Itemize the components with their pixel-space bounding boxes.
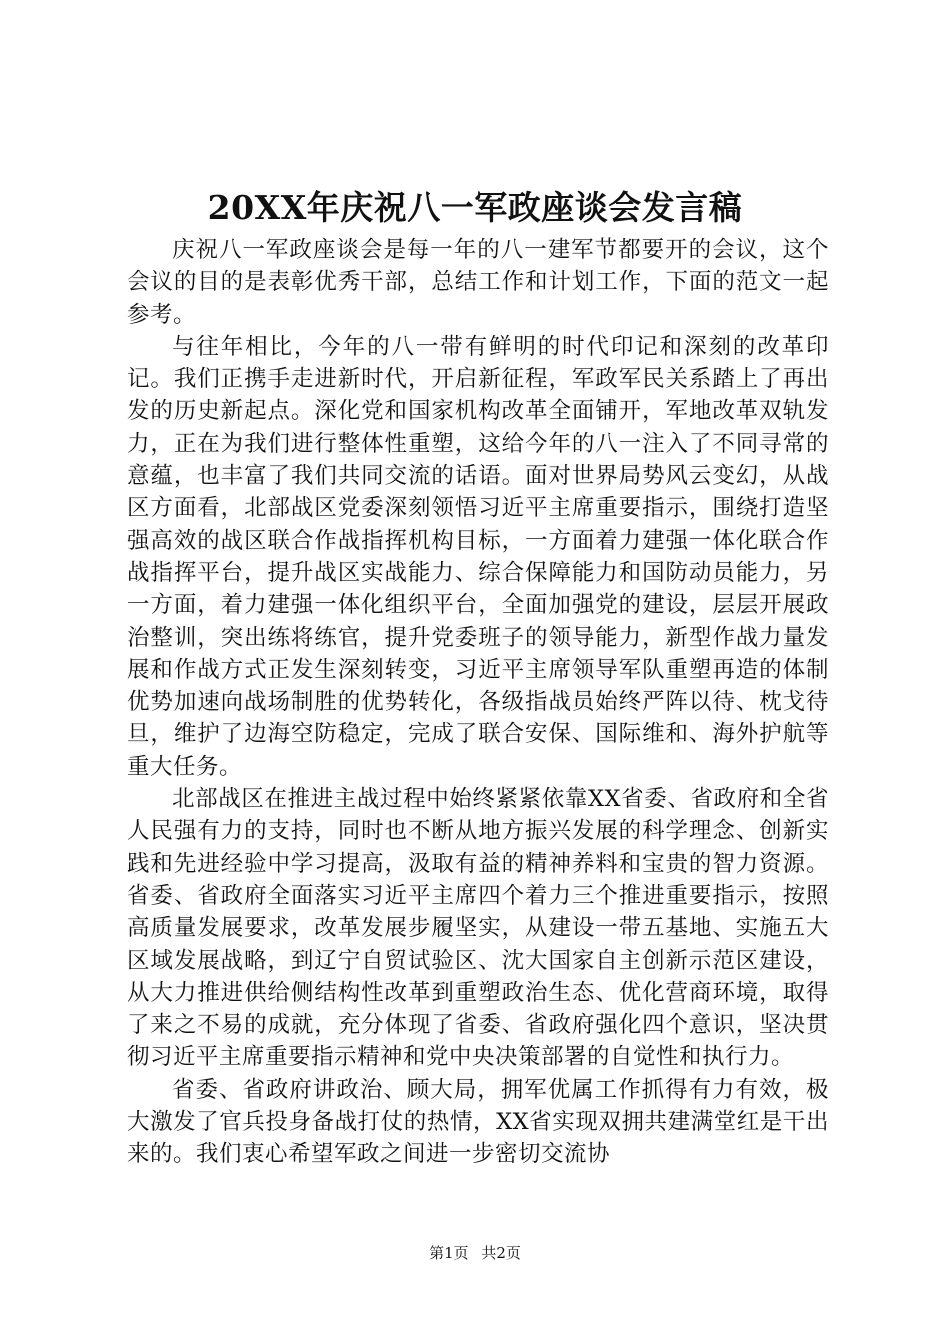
document-title: 20XX年庆祝八一军政座谈会发言稿 xyxy=(207,188,743,227)
paragraph-intro: 庆祝八一军政座谈会是每一年的八一建军节都要开的会议，这个会议的目的是表彰优秀干部，总结工作和计划工作，下面的范文一起参考。 xyxy=(127,237,829,328)
page-total: 共2页 xyxy=(481,1244,521,1262)
page-number: 第1页 xyxy=(429,1244,469,1262)
paragraph-2: 与往年相比，今年的八一带有鲜明的时代印记和深刻的改革印记。我们正携手走进新时代，开启新征程，军政军民关系踏上了再出发的历史新起点。深化党和国家机构改革全面铺开，军地改革双轨发力，正在为我们进行整体性重塑，这给今年的八一注入了不同寻常的意蕴，也丰富了我们共同交流的话语。面对世界局势风云变幻，从战区方面看，北部战区党委深刻领悟习近平主席重要指示，围绕打造坚强高效的战区联合作战指挥机构目标，一方面着力建强一体化联合作战指挥平台，提升战区实战能力、综合保障能力和国防动员能力，另一方面，着力建强一体化组织平台，全面加强党的建设，层层开展政治整训，突出练将练官，提升党委班子的领导能力，新型作战力量发展和作战方式正发生深刻转变，习近平主席领导军队重塑再造的体制优势加速向战场制胜的优势转化，各级指战员始终严阵以待、枕戈待旦，维护了边海空防稳定，完成了联合安保、国际维和、海外护航等重大任务。 xyxy=(127,333,829,780)
paragraph-4: 省委、省政府讲政治、顾大局，拥军优属工作抓得有力有效，极大激发了官兵投身备战打仗的热情，XX省实现双拥共建满堂红是干出来的。我们衷心希望军政之间进一步密切交流协 xyxy=(127,1076,829,1168)
paragraph-3: 北部战区在推进主战过程中始终紧紧依靠XX省委、省政府和全省人民强有力的支持，同时也不断从地方振兴发展的科学理念、创新实践和先进经验中学习提高，汲取有益的精神养料和宝贵的智力资源。省委、省政府全面落实习近平主席四个着力三个推进重要指示，按照高质量发展要求，改革发展步履坚实，从建设一带五基地、实施五大区域发展战略，到辽宁自贸试验区、沈大国家自主创新示范区建设，从大力推进供给侧结构性改革到重塑政治生态、优化营商环境，取得了来之不易的成就，充分体现了省委、省政府强化四个意识，坚决贯彻习近平主席重要指示精神和党中央决策部署的自觉性和执行力。 xyxy=(127,786,829,1071)
page-footer xyxy=(0,1243,950,1263)
document-body xyxy=(127,234,829,1171)
